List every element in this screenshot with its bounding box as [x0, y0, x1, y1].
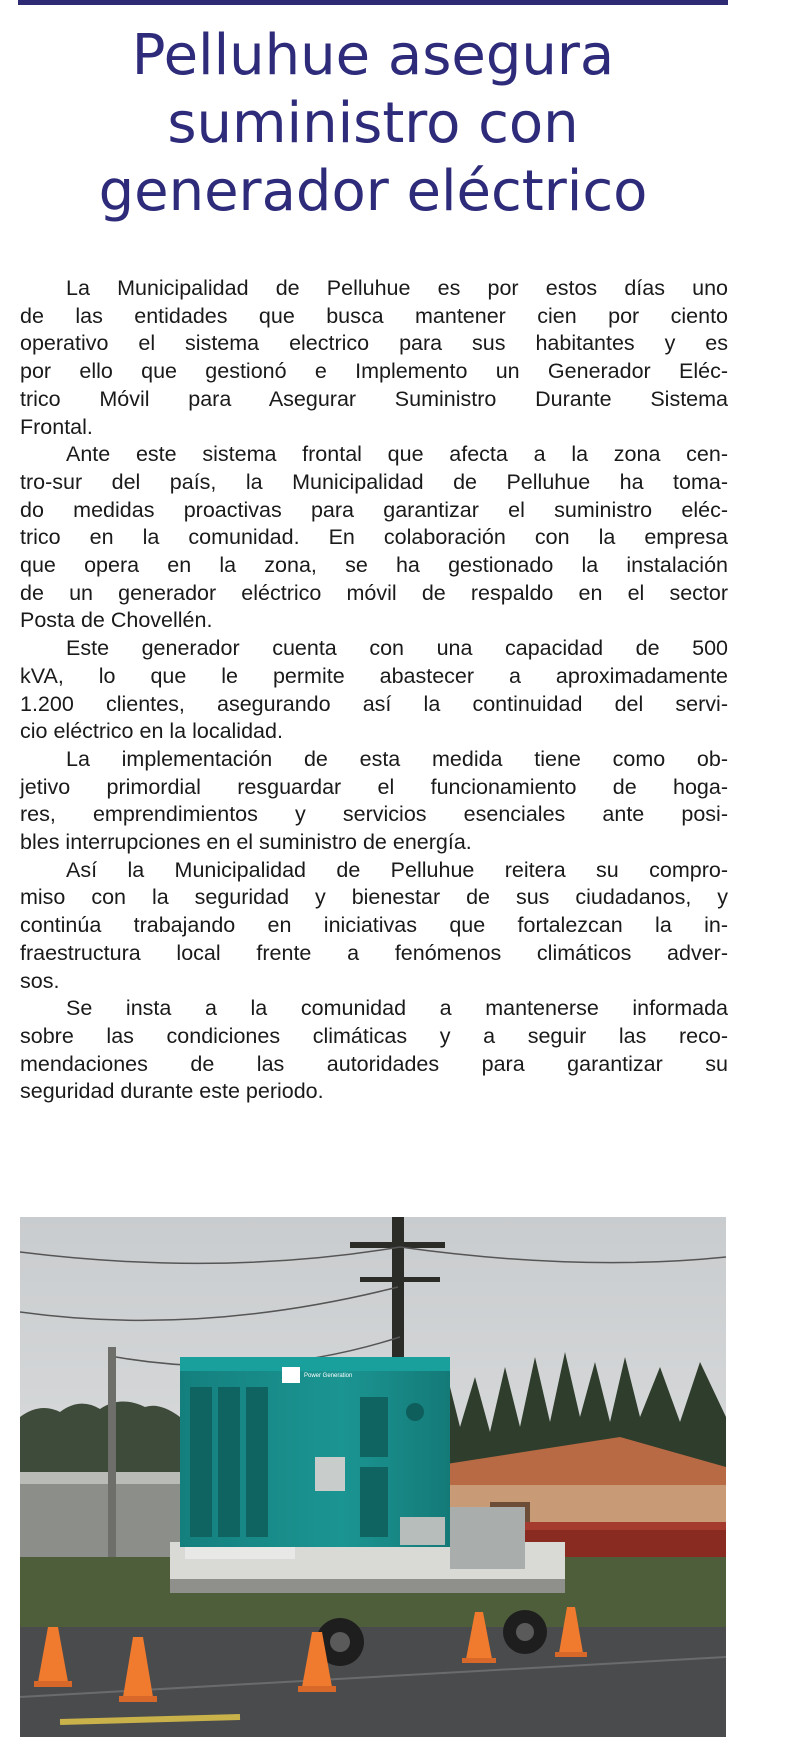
- generator-label: Power Generation: [304, 1373, 353, 1379]
- text-line: bles interrupciones en el suministro de energía.: [20, 830, 472, 855]
- text-line: que opera en la zona, se ha gestionado la instalación: [20, 553, 728, 578]
- text-line: do medidas proactivas para garantizar el suministro eléc-: [20, 497, 728, 522]
- building-left: [20, 1479, 180, 1569]
- text-line: de un generador eléctrico móvil de respaldo en el sector: [20, 580, 728, 605]
- text-line: continúa trabajando en iniciativas que fortalezcan la in-: [20, 913, 728, 938]
- article-photo: [20, 1217, 726, 1737]
- headline: [18, 22, 728, 226]
- auxiliary-unit: [450, 1507, 525, 1569]
- text-line: La Municipalidad de Pelluhue es por estos días uno: [66, 276, 728, 300]
- headline-line-2: suministro con: [167, 91, 579, 156]
- text-line: Así la Municipalidad de Pelluhue reitera su compro-: [66, 857, 728, 882]
- text-line: trico en la comunidad. En colaboración con la empresa: [20, 525, 728, 550]
- text-line: mendaciones de las autoridades para garantizar su: [20, 1051, 728, 1076]
- paragraph-2: [20, 441, 728, 635]
- text-line: seguridad durante este periodo.: [20, 1079, 324, 1104]
- text-line: operativo el sistema electrico para sus habitantes y es: [20, 331, 728, 356]
- brand-logo: [282, 1367, 300, 1383]
- headline-line-3: generador eléctrico: [98, 159, 648, 224]
- text-line: sos.: [20, 968, 60, 993]
- paragraph-4: [20, 746, 728, 857]
- text-line: 1.200 clientes, asegurando así la continuidad del servi-: [20, 691, 728, 716]
- text-line: cio eléctrico en la localidad.: [20, 719, 283, 744]
- text-line: jetivo primordial resguardar el funcionamiento de hoga-: [20, 774, 728, 799]
- top-rule: [18, 0, 728, 5]
- text-line: trico Móvil para Asegurar Suministro Durante Sistema: [20, 386, 728, 411]
- text-line: sobre las condiciones climáticas y a seguir las reco-: [20, 1023, 728, 1048]
- text-line: Ante este sistema frontal que afecta a la zona cen-: [66, 442, 728, 467]
- text-line: La implementación de esta medida tiene como ob-: [66, 746, 728, 771]
- text-line: res, emprendimientos y servicios esenciales ante posi-: [20, 802, 728, 827]
- text-line: miso con la seguridad y bienestar de sus ciudadanos, y: [20, 885, 728, 910]
- paragraph-3: [20, 635, 728, 746]
- text-line: Se insta a la comunidad a mantenerse informada: [66, 996, 728, 1021]
- headline-line-1: Pelluhue asegura: [131, 23, 615, 88]
- text-line: por ello que gestionó e Implemento un Generador Eléc-: [20, 359, 728, 384]
- text-line: de las entidades que busca mantener cien por ciento: [20, 303, 728, 328]
- text-line: tro-sur del país, la Municipalidad de Pelluhue ha toma-: [20, 469, 728, 494]
- text-line: kVA, lo que le permite abastecer a aproximadamente: [20, 663, 728, 688]
- text-line: fraestructura local frente a fenómenos climáticos adver-: [20, 940, 728, 965]
- text-line: Posta de Chovellén.: [20, 608, 213, 633]
- article-body: [20, 275, 728, 1106]
- text-line: Frontal.: [20, 414, 93, 439]
- paragraph-6: [20, 995, 728, 1106]
- text-line: Este generador cuenta con una capacidad de 500: [66, 636, 728, 661]
- paragraph-1: [20, 275, 728, 441]
- paragraph-5: [20, 857, 728, 996]
